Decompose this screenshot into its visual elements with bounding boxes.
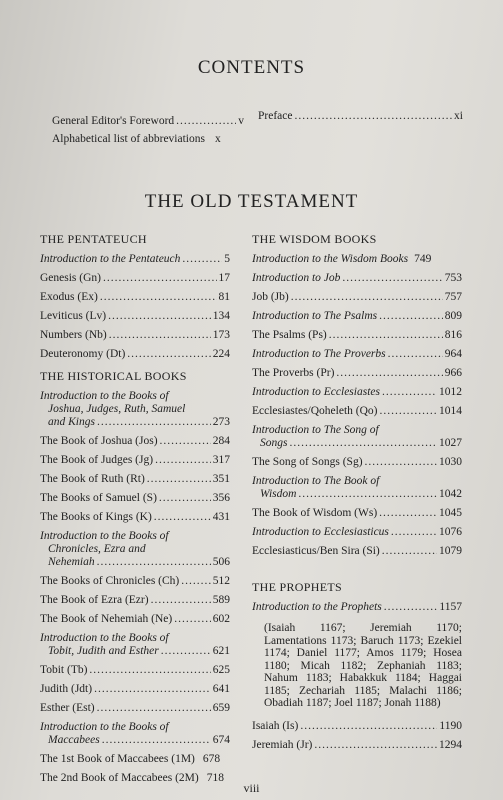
leader-dots (97, 702, 211, 715)
leader-dots (380, 405, 438, 418)
toc-entry (258, 110, 463, 128)
leader-dots (94, 683, 211, 696)
entry-label-line: Nehemiah (48, 556, 95, 568)
entry-page: 757 (444, 291, 462, 303)
toc-entry (252, 329, 462, 342)
entry-page: xi (454, 110, 463, 122)
prophets-list: (Isaiah 1167; Jeremiah 1170; Lamentations 1173; Baruch 1173; Ezekiel 1174; Daniel 1177; Amos 1179; Hosea 1180; Micah 1182; Zephaniah 1183; Nahum 1183; Habakkuk 1184; Haggai 1185; Zechariah 1185; Malachi 1186; Obadiah 1187; Joel 1187; Jonah 1188) (264, 622, 462, 709)
toc-entry (40, 454, 230, 467)
leader-dots (314, 739, 437, 752)
entry-page: 674 (212, 734, 230, 746)
entry-label: Numbers (Nb) (40, 329, 107, 341)
entry-page: 506 (212, 556, 230, 568)
leader-dots (382, 545, 437, 558)
entry-page: 1079 (439, 545, 462, 557)
toc-entry (252, 545, 462, 558)
entry-page: 1027 (439, 437, 462, 449)
toc-entry (252, 526, 462, 539)
toc-entry (40, 683, 230, 696)
entry-page: 1030 (439, 456, 462, 468)
leader-dots (161, 645, 211, 658)
leader-dots (127, 348, 210, 361)
entry-label-line: Introduction to the Books of (40, 530, 169, 542)
toc-entry (40, 664, 230, 677)
leader-dots (151, 594, 211, 607)
leader-dots (342, 272, 442, 285)
entry-page: 317 (212, 454, 230, 466)
toc-entry (252, 367, 462, 380)
entry-label: Ecclesiasticus/Ben Sira (Si) (252, 545, 380, 557)
toc-entry (252, 386, 462, 399)
section-heading: THE WISDOM BOOKS (252, 232, 377, 246)
leader-dots (100, 291, 217, 304)
toc-entry (40, 435, 230, 448)
entry-page: 1045 (439, 507, 462, 519)
leader-dots (97, 416, 211, 429)
left-column (40, 228, 230, 791)
entry-page: 173 (212, 329, 230, 341)
toc-entry (40, 721, 230, 747)
leader-dots (336, 367, 442, 380)
entry-page: 1190 (439, 719, 462, 732)
entry-label: Introduction to The Proverbs (252, 348, 386, 360)
toc-entry (252, 424, 462, 450)
toc-entry (40, 632, 230, 658)
entry-label: Leviticus (Lv) (40, 310, 107, 322)
leader-dots (379, 507, 437, 520)
entry-page: 284 (212, 435, 230, 447)
entry-page: 17 (218, 272, 230, 284)
entry-page: 1042 (439, 488, 462, 500)
entry-page: 753 (444, 272, 462, 284)
toc-entry (252, 475, 462, 501)
entry-page: 678 (202, 753, 221, 765)
toc-entry (40, 329, 230, 342)
entry-label-line: and Kings (48, 416, 95, 428)
entry-page: 356 (212, 492, 230, 504)
front-matter-left (52, 115, 244, 151)
entry-page: 224 (212, 348, 230, 360)
entry-page: 1076 (439, 526, 462, 538)
toc-entry (252, 348, 462, 361)
leader-dots (391, 526, 437, 539)
entry-label-line: Wisdom (260, 488, 297, 500)
leader-dots (294, 110, 452, 128)
leader-dots (382, 386, 437, 399)
toc-entry (252, 456, 462, 469)
old-testament-title: THE OLD TESTAMENT (144, 191, 359, 212)
entry-label: The Song of Songs (Sg) (252, 456, 363, 468)
leader-dots (109, 329, 211, 342)
entry-page: 641 (212, 683, 230, 695)
entry-page: 431 (212, 511, 230, 523)
leader-dots (154, 511, 211, 524)
entry-page: 81 (218, 291, 230, 303)
leader-dots (159, 492, 211, 505)
leader-dots (103, 272, 217, 285)
leader-dots (155, 454, 211, 467)
leader-dots (298, 488, 437, 501)
leader-dots (147, 473, 211, 486)
entry-label: Job (Jb) (252, 291, 289, 303)
leader-dots (102, 734, 211, 747)
entry-label-line: Introduction to The Song of (252, 424, 379, 436)
leader-dots (176, 115, 236, 133)
entry-label: Alphabetical list of abbreviations (52, 133, 205, 145)
entry-label-line: Introduction to the Books of (40, 721, 169, 733)
entry-label: Introduction to the Prophets (252, 601, 382, 613)
toc-entry (252, 601, 462, 614)
entry-label: Introduction to The Psalms (252, 310, 378, 322)
entry-label: The Proverbs (Pr) (252, 367, 335, 379)
entry-page: 964 (444, 348, 462, 360)
contents-title: CONTENTS (197, 57, 306, 78)
entry-label: The Books of Chronicles (Ch) (40, 575, 180, 587)
toc-entry (252, 291, 462, 304)
page-number: viii (243, 781, 260, 795)
entry-label: Tobit (Tb) (40, 664, 88, 676)
entry-label: Introduction to the Pentateuch (40, 253, 181, 265)
section-heading: THE PENTATEUCH (40, 232, 147, 246)
leader-dots (108, 310, 211, 323)
toc-entry (40, 575, 230, 588)
toc-entry (40, 530, 230, 569)
entry-label: Introduction to Ecclesiasticus (252, 526, 389, 538)
entry-page: 718 (206, 772, 224, 784)
entry-page: 273 (212, 416, 230, 428)
entry-page: 1294 (439, 738, 462, 751)
toc-entry (40, 511, 230, 524)
entry-label: Preface (258, 110, 293, 122)
toc-entry (40, 492, 230, 505)
leader-dots (300, 720, 437, 733)
entry-label: Introduction to Ecclesiastes (252, 386, 380, 398)
entry-label: The Book of Joshua (Jos) (40, 435, 158, 447)
front-matter-right (258, 110, 463, 128)
entry-label: Ecclesiastes/Qoheleth (Qo) (252, 405, 378, 417)
toc-entry (52, 133, 244, 151)
entry-label-line: Chronicles, Ezra and (48, 543, 146, 555)
entry-page: 1012 (439, 386, 462, 398)
entry-page: 1014 (439, 405, 462, 417)
leader-dots (329, 329, 443, 342)
entry-label: The Book of Ruth (Rt) (40, 473, 145, 485)
leader-dots (289, 437, 437, 450)
toc-entry (252, 253, 462, 266)
entry-label: The Books of Samuel (S) (40, 492, 157, 504)
entry-label-line: Maccabees (48, 734, 100, 746)
entry-page: 5 (224, 253, 230, 265)
toc-entry (252, 739, 462, 752)
entry-label: The Book of Nehemiah (Ne) (40, 613, 173, 625)
entry-label: Isaiah (Is) (252, 719, 299, 732)
entry-page: v (238, 115, 244, 127)
toc-entry (52, 115, 244, 133)
entry-label: Introduction to the Wisdom Books (252, 253, 409, 265)
toc-entry (40, 272, 230, 285)
section-heading: THE HISTORICAL BOOKS (40, 369, 187, 383)
entry-page: 816 (444, 329, 462, 341)
entry-label-line: Introduction to the Books of (40, 390, 169, 402)
entry-page: 589 (212, 594, 230, 606)
toc-entry (252, 405, 462, 418)
entry-label: The 2nd Book of Maccabees (2M) (40, 772, 199, 784)
entry-page: 659 (212, 702, 230, 714)
entry-page: 602 (212, 613, 230, 625)
toc-entry (40, 613, 230, 626)
toc-entry (40, 310, 230, 323)
section-heading: THE PROPHETS (252, 580, 342, 594)
toc-entry (40, 291, 230, 304)
leader-dots (365, 456, 437, 469)
entry-label-line: Introduction to the Books of (40, 632, 169, 644)
entry-label: The Book of Ezra (Ezr) (40, 594, 149, 606)
leader-dots (384, 601, 438, 614)
toc-entry (40, 348, 230, 361)
entry-page: 512 (212, 575, 230, 587)
toc-entry (252, 507, 462, 520)
entry-label: The 1st Book of Maccabees (1M) (40, 753, 195, 765)
entry-page: 966 (444, 367, 462, 379)
entry-page: 351 (212, 473, 230, 485)
leader-dots (174, 613, 211, 626)
toc-entry (40, 594, 230, 607)
entry-label: The Books of Kings (K) (40, 511, 152, 523)
toc-entry (40, 253, 230, 266)
entry-page: 134 (212, 310, 230, 322)
entry-label: Introduction to Job (252, 272, 341, 284)
entry-page: 625 (212, 664, 230, 676)
entry-page: x (214, 133, 221, 145)
entry-page: 749 (414, 253, 432, 265)
entry-label: Genesis (Gn) (40, 272, 101, 284)
entry-label: Exodus (Ex) (40, 291, 98, 303)
toc-entry (252, 310, 462, 323)
entry-page: 1157 (439, 601, 462, 613)
leader-dots (388, 348, 443, 361)
entry-label: Esther (Est) (40, 702, 95, 714)
entry-label: Jeremiah (Jr) (252, 738, 313, 751)
entry-label-line: Tobit, Judith and Esther (48, 645, 159, 657)
entry-label-line: Joshua, Judges, Ruth, Samuel (48, 403, 186, 415)
leader-dots (182, 253, 222, 266)
leader-dots (379, 310, 443, 323)
toc-entry (40, 473, 230, 486)
entry-label: Deuteronomy (Dt) (40, 348, 126, 360)
entry-label: The Book of Judges (Jg) (40, 454, 154, 466)
toc-entry (40, 702, 230, 715)
entry-page: 621 (212, 645, 230, 657)
leader-dots (291, 291, 443, 304)
toc-entry (40, 390, 230, 429)
leader-dots (89, 664, 210, 677)
entry-label: The Book of Wisdom (Ws) (252, 507, 378, 519)
entry-label-line: Songs (260, 437, 288, 449)
leader-dots (97, 556, 211, 569)
entry-page: 809 (444, 310, 462, 322)
entry-label: Judith (Jdt) (40, 683, 93, 695)
toc-entry (252, 272, 462, 285)
leader-dots (160, 435, 211, 448)
leader-dots (181, 575, 210, 588)
toc-entry (40, 753, 230, 766)
entry-label-line: Introduction to The Book of (252, 475, 380, 487)
toc-entry (252, 720, 462, 733)
right-column (252, 228, 462, 758)
entry-label: General Editor's Foreword (52, 115, 175, 127)
entry-label: The Psalms (Ps) (252, 329, 327, 341)
